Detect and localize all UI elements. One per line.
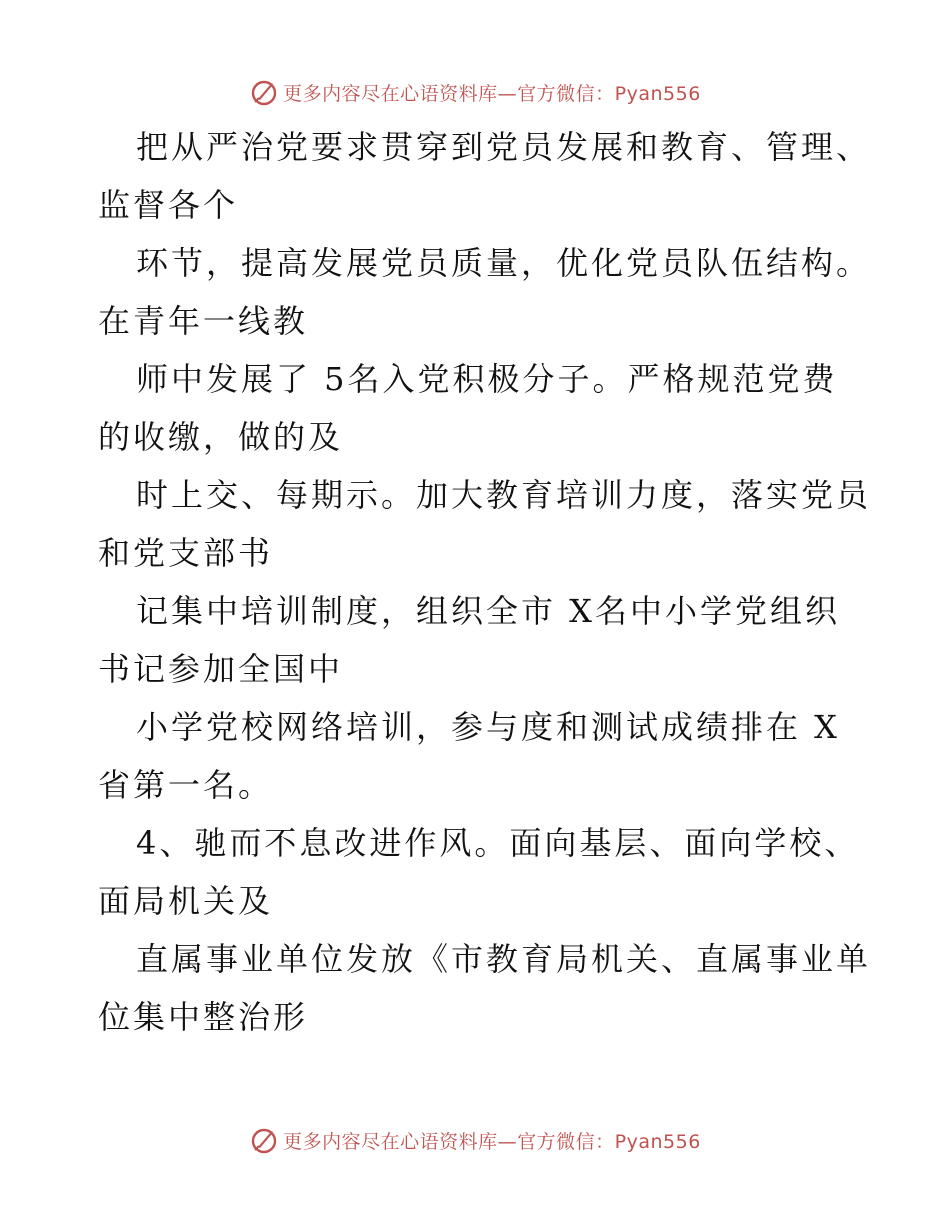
footer-banner: [0, 1120, 950, 1160]
body-line: 在青年一线教: [98, 302, 309, 340]
body-line: 和党支部书: [98, 534, 274, 572]
body-line: 直属事业单位发放《市教育局机关、直属事业单: [136, 940, 872, 978]
quill-logo-icon: [249, 77, 279, 107]
body-line: 小学党校网络培训，参与度和测试成绩排在 X: [136, 708, 840, 746]
body-line: 的收缴，做的及: [98, 418, 344, 456]
body-line: 记集中培训制度，组织全市 X名中小学党组织: [136, 592, 840, 630]
body-line: 4、驰而不息改进作风。面向基层、面向学校、: [136, 824, 860, 862]
body-line: 监督各个: [98, 186, 239, 224]
document-body: [98, 118, 872, 1046]
quill-logo-icon: [249, 1125, 279, 1155]
body-line: 把从严治党要求贯穿到党员发展和教育、管理、: [136, 128, 872, 166]
header-banner: [0, 72, 950, 112]
body-line: 师中发展了 5名入党积极分子。严格规范党费: [136, 360, 838, 398]
body-line: 位集中整治形: [98, 998, 309, 1036]
body-line: 省第一名。: [98, 766, 274, 804]
body-line: 时上交、每期示。加大教育培训力度，落实党员: [136, 476, 872, 514]
body-line: 环节，提高发展党员质量，优化党员队伍结构。: [136, 244, 872, 282]
body-line: 书记参加全国中: [98, 650, 344, 688]
body-line: 面局机关及: [98, 882, 274, 920]
header-banner-text: 更多内容尽在心语资料库—官方微信：Pyan556: [283, 82, 701, 105]
footer-banner-text: 更多内容尽在心语资料库—官方微信：Pyan556: [283, 1130, 701, 1153]
